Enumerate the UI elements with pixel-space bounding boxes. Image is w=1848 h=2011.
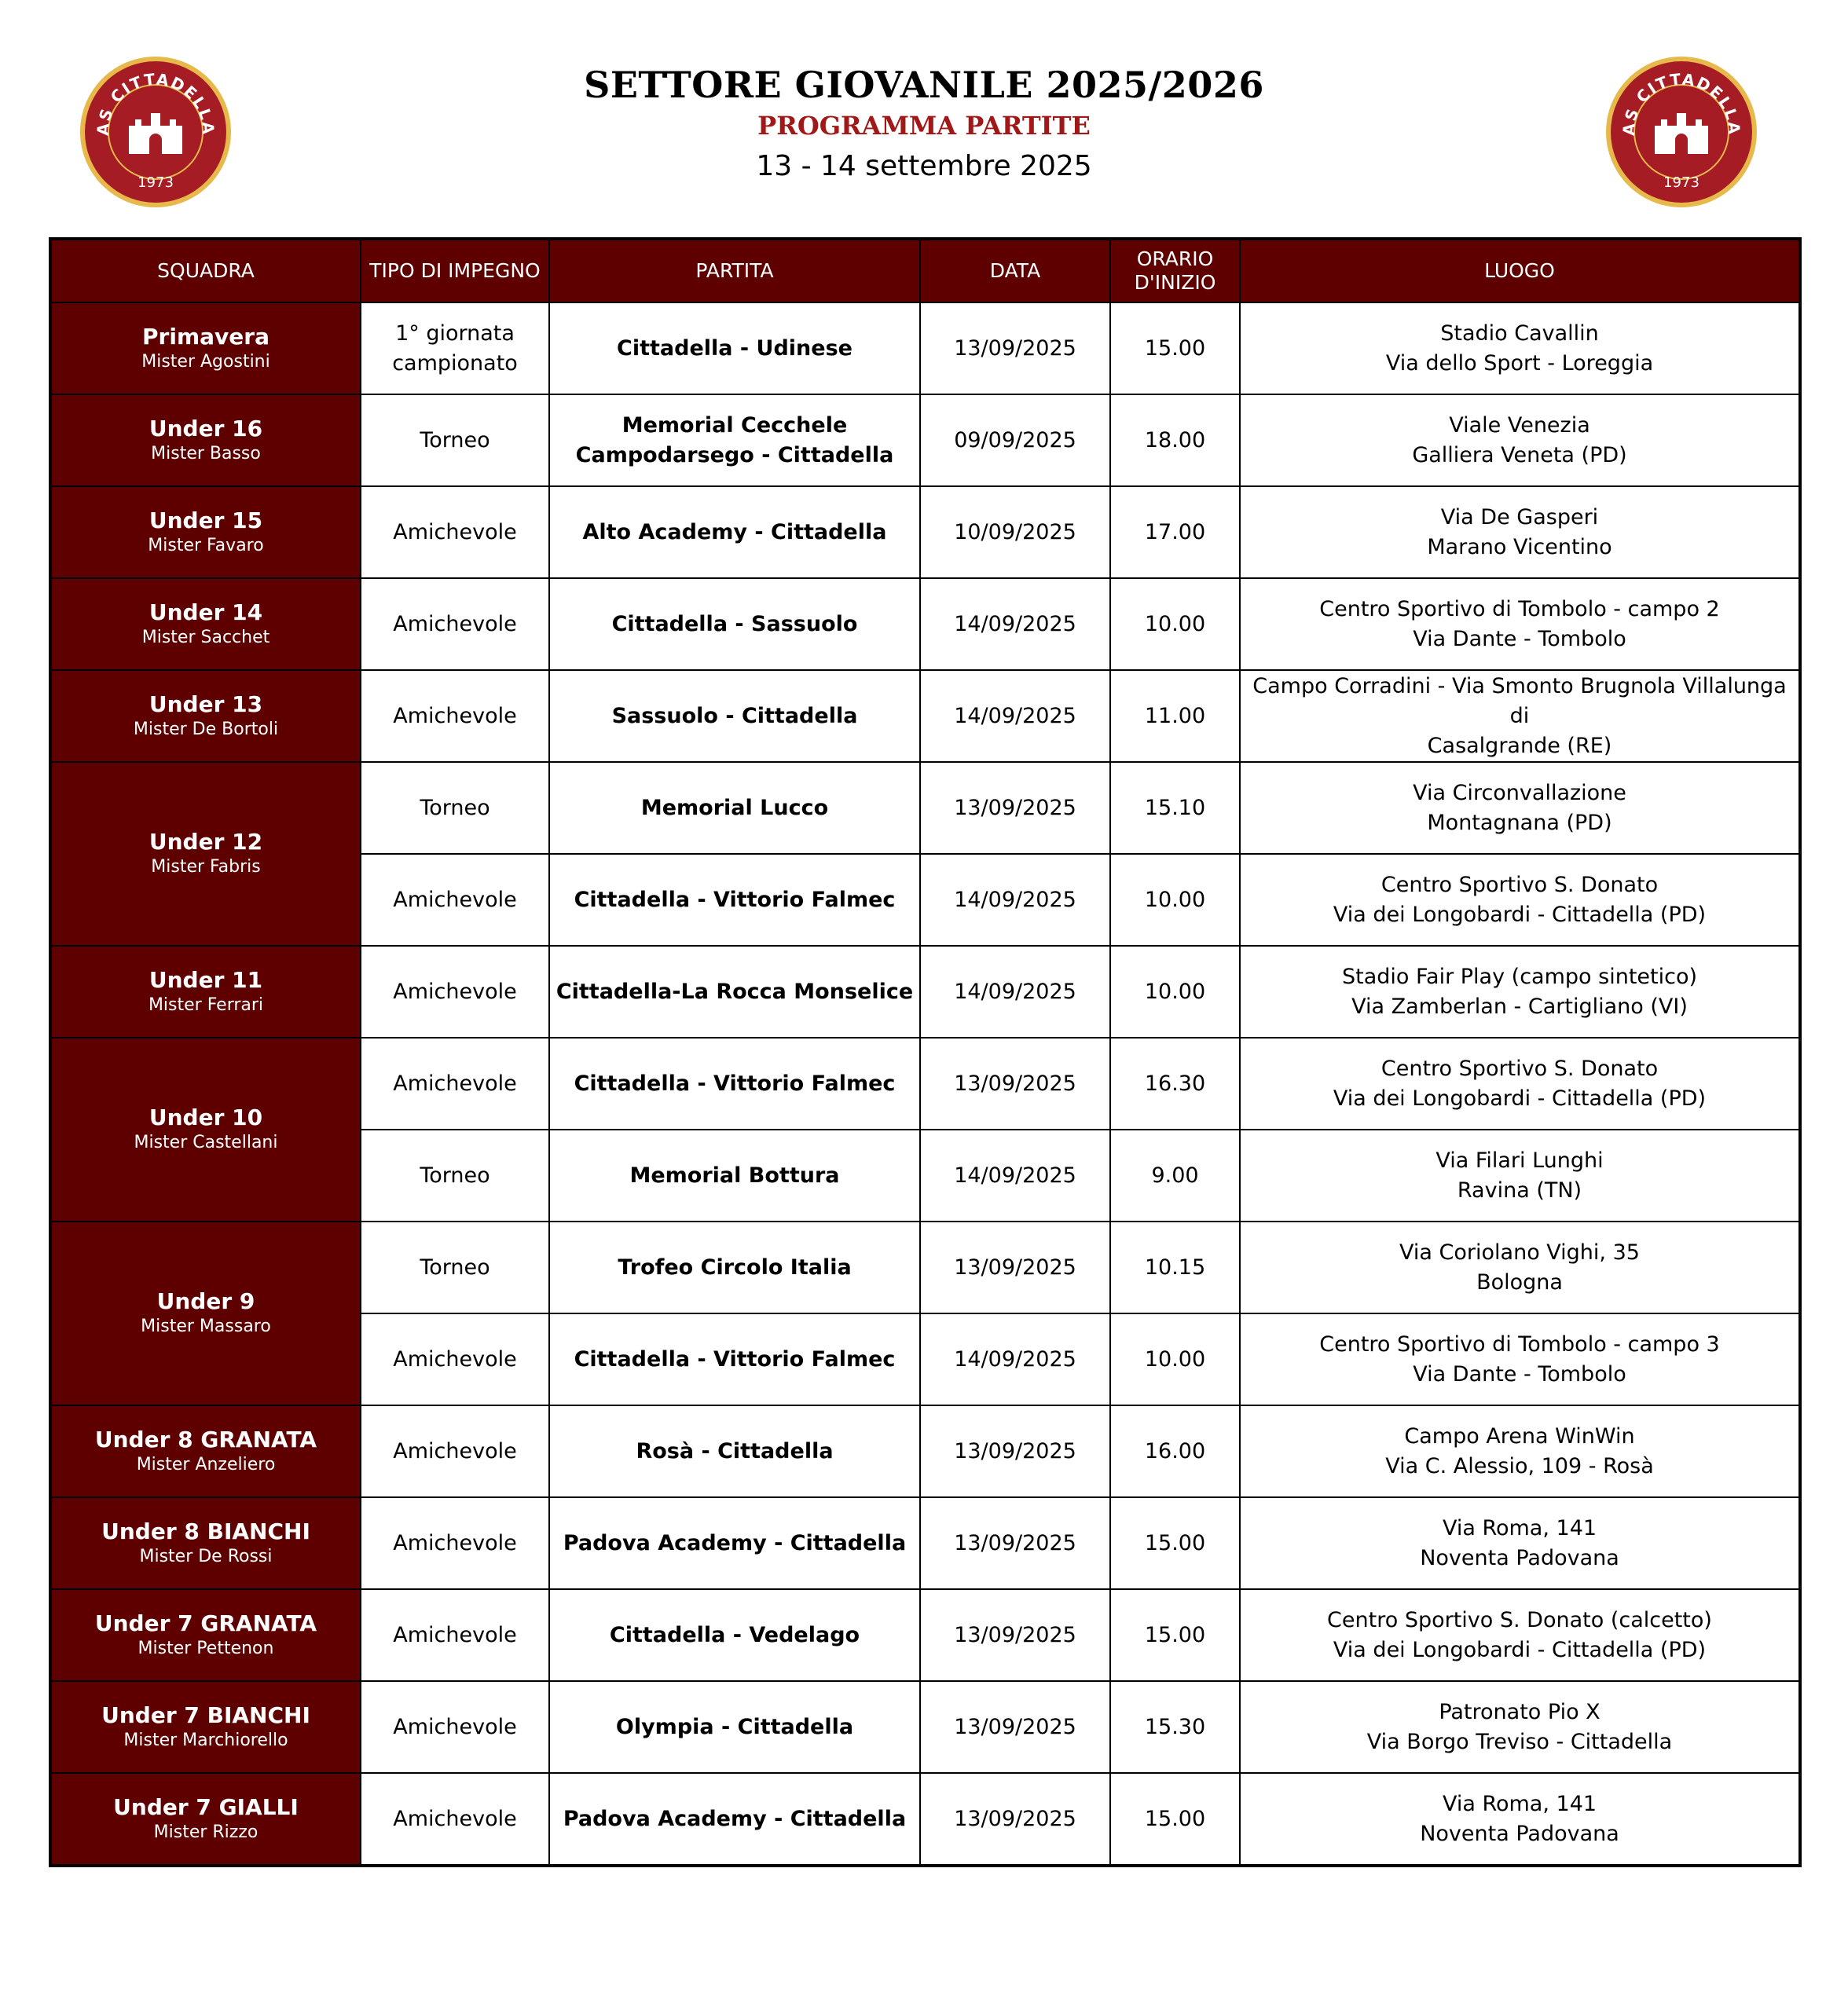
- column-header-data: DATA: [920, 239, 1110, 302]
- squad-name: Under 16: [148, 415, 263, 441]
- squad-name: Under 11: [148, 966, 263, 993]
- location-line: Via Circonvallazione: [1413, 780, 1626, 805]
- match-location: [1240, 1773, 1800, 1866]
- table-row: [50, 946, 1800, 1038]
- match-title: Padova Academy - Cittadella: [549, 1497, 920, 1589]
- location-line: Via Roma, 141: [1442, 1791, 1597, 1816]
- match-type: Amichevole: [361, 670, 549, 762]
- match-date: 13/09/2025: [920, 1589, 1110, 1681]
- match-date: 14/09/2025: [920, 1313, 1110, 1405]
- squad-coach: Mister Pettenon: [138, 1638, 274, 1658]
- squad-coach: Mister Sacchet: [141, 627, 270, 647]
- match-type: Torneo: [361, 762, 549, 854]
- location-line: Galliera Veneta (PD): [1412, 442, 1627, 467]
- match-date: 14/09/2025: [920, 1130, 1110, 1222]
- match-time: 16.00: [1110, 1405, 1240, 1497]
- location-line: Patronato Pio X: [1439, 1699, 1600, 1724]
- column-header-tipo: TIPO DI IMPEGNO: [361, 239, 549, 302]
- location-line: Campo Arena WinWin: [1404, 1423, 1635, 1449]
- match-type: Torneo: [361, 1222, 549, 1313]
- location-line: Via dei Longobardi - Cittadella (PD): [1333, 1637, 1707, 1662]
- match-location: [1240, 1681, 1800, 1773]
- location-line: Centro Sportivo di Tombolo - campo 2: [1319, 596, 1720, 621]
- match-location: [1240, 394, 1800, 486]
- page-title: SETTORE GIOVANILE 2025/2026: [584, 64, 1264, 106]
- match-time: 10.15: [1110, 1222, 1240, 1313]
- match-title: Cittadella - Udinese: [549, 302, 920, 394]
- match-date: 13/09/2025: [920, 1681, 1110, 1773]
- column-header-luogo: LUOGO: [1240, 239, 1800, 302]
- squad-cell: [50, 1773, 361, 1866]
- table-row: [50, 486, 1800, 578]
- squad-cell: [50, 1038, 361, 1222]
- match-date: 09/09/2025: [920, 394, 1110, 486]
- match-date: 14/09/2025: [920, 578, 1110, 670]
- match-location: [1240, 1222, 1800, 1313]
- squad-coach: Mister Rizzo: [153, 1822, 258, 1842]
- match-date: 13/09/2025: [920, 1038, 1110, 1130]
- table-row: [50, 670, 1800, 762]
- match-date: 14/09/2025: [920, 670, 1110, 762]
- column-header-orario: ORARIO D'INIZIO: [1110, 239, 1240, 302]
- match-date: 13/09/2025: [920, 1773, 1110, 1866]
- logo-text: AS CITTADELLA: [93, 69, 218, 137]
- match-title: Rosà - Cittadella: [549, 1405, 920, 1497]
- squad-cell: [50, 1681, 361, 1773]
- logo-year: 1973: [138, 174, 174, 191]
- column-header-partita: PARTITA: [549, 239, 920, 302]
- table-row: [50, 1773, 1800, 1866]
- location-line: Bologna: [1476, 1269, 1563, 1295]
- location-line: Noventa Padovana: [1420, 1821, 1619, 1846]
- date-range: 13 - 14 settembre 2025: [756, 150, 1092, 182]
- match-title: Memorial Bottura: [549, 1130, 920, 1222]
- match-location: [1240, 1497, 1800, 1589]
- match-time: 16.30: [1110, 1038, 1240, 1130]
- location-line: Centro Sportivo S. Donato: [1380, 872, 1659, 897]
- squad-name: Under 12: [148, 829, 263, 855]
- location-line: Stadio Cavallin: [1440, 321, 1599, 346]
- match-title: Memorial Cecchele Campodarsego - Cittadella: [549, 394, 920, 486]
- squad-cell: [50, 302, 361, 394]
- match-location: [1240, 670, 1800, 762]
- table-row: [50, 1038, 1800, 1130]
- match-type: Amichevole: [361, 1497, 549, 1589]
- match-type: Amichevole: [361, 1405, 549, 1497]
- location-line: Via Dante - Tombolo: [1413, 1361, 1626, 1386]
- match-location: [1240, 1313, 1800, 1405]
- logo-year: 1973: [1663, 174, 1700, 191]
- location-line: Viale Venezia: [1449, 412, 1590, 438]
- match-title: Olympia - Cittadella: [549, 1681, 920, 1773]
- location-line: Via Dante - Tombolo: [1413, 626, 1626, 651]
- match-date: 14/09/2025: [920, 854, 1110, 946]
- page-header: [0, 61, 1848, 189]
- match-title: Memorial Lucco: [549, 762, 920, 854]
- match-date: 14/09/2025: [920, 946, 1110, 1038]
- match-time: 10.00: [1110, 578, 1240, 670]
- table-row: [50, 1681, 1800, 1773]
- table-row: [50, 578, 1800, 670]
- table-row: [50, 302, 1800, 394]
- location-line: Via dei Longobardi - Cittadella (PD): [1333, 902, 1707, 927]
- squad-coach: Mister Massaro: [141, 1317, 271, 1336]
- match-location: [1240, 1130, 1800, 1222]
- match-type: Torneo: [361, 394, 549, 486]
- column-header-squadra: SQUADRA: [50, 239, 361, 302]
- location-line: Ravina (TN): [1457, 1178, 1582, 1203]
- table-row: [50, 1497, 1800, 1589]
- match-location: [1240, 486, 1800, 578]
- location-line: Casalgrande (RE): [1427, 733, 1612, 758]
- match-date: 13/09/2025: [920, 302, 1110, 394]
- table-row: [50, 1405, 1800, 1497]
- location-line: Centro Sportivo S. Donato (calcetto): [1327, 1607, 1712, 1632]
- squad-name: Under 7 GRANATA: [94, 1610, 317, 1636]
- table-row: [50, 1589, 1800, 1681]
- match-location: [1240, 1038, 1800, 1130]
- location-line: Campo Corradini - Via Smonto Brugnola Villalunga di: [1252, 673, 1787, 728]
- match-title: Cittadella - Sassuolo: [549, 578, 920, 670]
- location-line: Noventa Padovana: [1420, 1545, 1619, 1570]
- squad-coach: Mister Ferrari: [148, 995, 264, 1015]
- squad-coach: Mister Favaro: [148, 535, 264, 555]
- squad-cell: [50, 762, 361, 946]
- location-line: Via dei Longobardi - Cittadella (PD): [1333, 1086, 1707, 1111]
- location-line: Via Borgo Treviso - Cittadella: [1366, 1729, 1673, 1754]
- location-line: Via C. Alessio, 109 - Rosà: [1385, 1453, 1654, 1478]
- match-date: 13/09/2025: [920, 1497, 1110, 1589]
- squad-cell: [50, 946, 361, 1038]
- location-line: Via dello Sport - Loreggia: [1385, 350, 1654, 375]
- squad-name: Under 7 GIALLI: [113, 1793, 299, 1820]
- squad-name: Under 8 BIANCHI: [101, 1518, 310, 1544]
- match-time: 10.00: [1110, 946, 1240, 1038]
- match-location: [1240, 578, 1800, 670]
- squad-coach: Mister De Bortoli: [133, 719, 279, 739]
- squad-name: Under 13: [148, 690, 263, 717]
- match-title: Cittadella - Vittorio Falmec: [549, 854, 920, 946]
- match-title: Cittadella - Vittorio Falmec: [549, 1038, 920, 1130]
- match-date: 13/09/2025: [920, 1222, 1110, 1313]
- squad-name: Under 15: [148, 507, 263, 533]
- squad-cell: [50, 1589, 361, 1681]
- match-time: 18.00: [1110, 394, 1240, 486]
- match-location: [1240, 1405, 1800, 1497]
- match-type: Amichevole: [361, 1681, 549, 1773]
- table-row: [50, 394, 1800, 486]
- squad-cell: [50, 578, 361, 670]
- match-date: 10/09/2025: [920, 486, 1110, 578]
- location-line: Centro Sportivo di Tombolo - campo 3: [1319, 1332, 1720, 1357]
- squad-cell: [50, 1222, 361, 1405]
- match-date: 13/09/2025: [920, 1405, 1110, 1497]
- match-time: 15.00: [1110, 302, 1240, 394]
- squad-coach: Mister Marchiorello: [123, 1730, 288, 1750]
- match-type: Amichevole: [361, 1773, 549, 1866]
- match-location: [1240, 1589, 1800, 1681]
- match-location: [1240, 762, 1800, 854]
- location-line: Via Zamberlan - Cartigliano (VI): [1351, 994, 1688, 1019]
- match-time: 15.10: [1110, 762, 1240, 854]
- match-title: Sassuolo - Cittadella: [549, 670, 920, 762]
- squad-coach: Mister Basso: [151, 443, 261, 463]
- match-type: Amichevole: [361, 578, 549, 670]
- match-title: Alto Academy - Cittadella: [549, 486, 920, 578]
- squad-name: Under 7 BIANCHI: [101, 1701, 310, 1728]
- location-line: Via Filari Lunghi: [1436, 1148, 1604, 1173]
- match-time: 11.00: [1110, 670, 1240, 762]
- match-title: Cittadella - Vittorio Falmec: [549, 1313, 920, 1405]
- match-type: 1° giornata campionato: [361, 302, 549, 394]
- match-time: 17.00: [1110, 486, 1240, 578]
- match-time: 15.30: [1110, 1681, 1240, 1773]
- squad-cell: [50, 1405, 361, 1497]
- match-location: [1240, 854, 1800, 946]
- match-title: Cittadella - Vedelago: [549, 1589, 920, 1681]
- squad-cell: [50, 394, 361, 486]
- match-title: Trofeo Circolo Italia: [549, 1222, 920, 1313]
- match-type: Amichevole: [361, 854, 549, 946]
- match-title: Padova Academy - Cittadella: [549, 1773, 920, 1866]
- table-row: [50, 762, 1800, 854]
- squad-name: Under 8 GRANATA: [94, 1426, 317, 1452]
- squad-name: Under 10: [148, 1104, 263, 1130]
- squad-name: Under 14: [148, 599, 263, 625]
- match-time: 10.00: [1110, 854, 1240, 946]
- squad-coach: Mister Anzeliero: [136, 1454, 276, 1474]
- squad-coach: Mister De Rossi: [139, 1546, 273, 1566]
- table-header-row: [50, 239, 1800, 302]
- match-time: 10.00: [1110, 1313, 1240, 1405]
- match-type: Amichevole: [361, 1313, 549, 1405]
- match-location: [1240, 946, 1800, 1038]
- match-type: Amichevole: [361, 1589, 549, 1681]
- match-location: [1240, 302, 1800, 394]
- squad-cell: [50, 670, 361, 762]
- squad-coach: Mister Fabris: [151, 857, 261, 877]
- page-subtitle: PROGRAMMA PARTITE: [757, 111, 1091, 141]
- location-line: Montagnana (PD): [1427, 810, 1612, 835]
- match-type: Amichevole: [361, 486, 549, 578]
- match-type: Amichevole: [361, 1038, 549, 1130]
- location-line: Via De Gasperi: [1440, 504, 1599, 529]
- squad-coach: Mister Castellani: [134, 1133, 278, 1152]
- match-title: Cittadella-La Rocca Monselice: [549, 946, 920, 1038]
- squad-name: Primavera: [142, 323, 270, 350]
- location-line: Marano Vicentino: [1427, 534, 1612, 559]
- location-line: Via Roma, 141: [1442, 1515, 1597, 1540]
- match-type: Amichevole: [361, 946, 549, 1038]
- location-line: Stadio Fair Play (campo sintetico): [1341, 964, 1697, 989]
- squad-cell: [50, 1497, 361, 1589]
- match-date: 13/09/2025: [920, 762, 1110, 854]
- match-time: 15.00: [1110, 1773, 1240, 1866]
- match-time: 9.00: [1110, 1130, 1240, 1222]
- logo-text: AS CITTADELLA: [1619, 69, 1744, 137]
- match-time: 15.00: [1110, 1497, 1240, 1589]
- squad-name: Under 9: [156, 1288, 255, 1314]
- table-row: [50, 1222, 1800, 1313]
- squad-cell: [50, 486, 361, 578]
- match-schedule-table: [49, 237, 1802, 1867]
- match-time: 15.00: [1110, 1589, 1240, 1681]
- match-type: Torneo: [361, 1130, 549, 1222]
- squad-coach: Mister Agostini: [141, 351, 270, 372]
- location-line: Centro Sportivo S. Donato: [1380, 1056, 1659, 1081]
- location-line: Via Coriolano Vighi, 35: [1399, 1240, 1640, 1265]
